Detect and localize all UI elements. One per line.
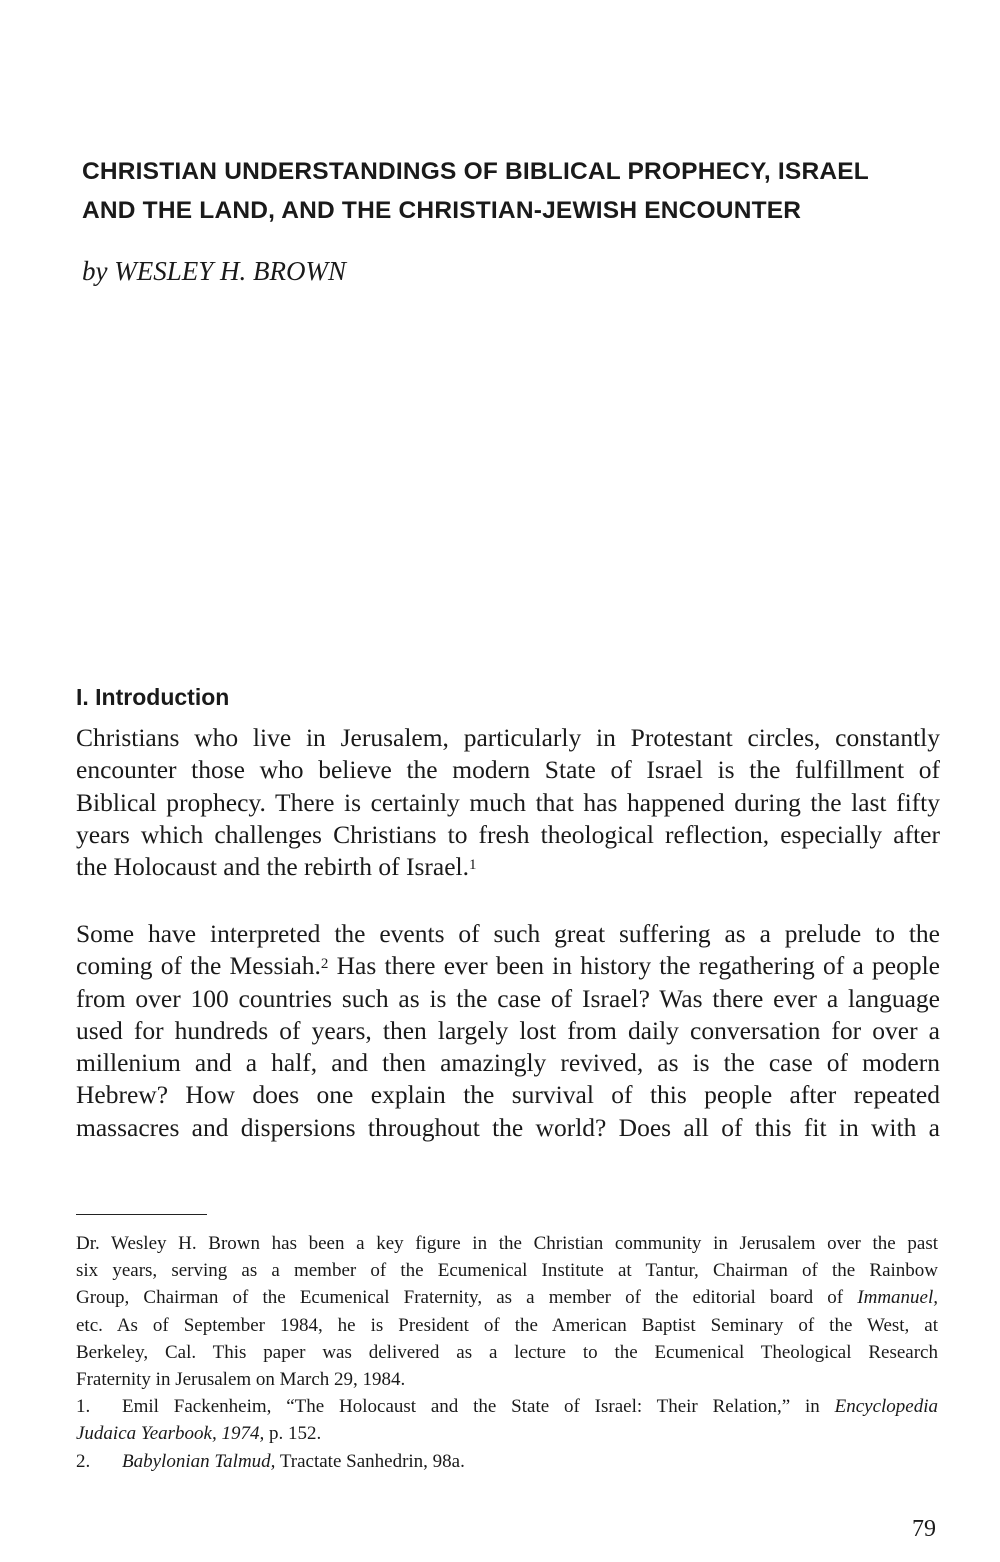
paragraph-2-line (76, 950, 940, 982)
author-note-line: etc. As of September 1984, he is President of the American Baptist Seminary of the West, at (76, 1314, 938, 1336)
footnote-1-line (76, 1393, 938, 1420)
author-note-line: Dr. Wesley H. Brown has been a key figure in the Christian community in Jerusalem over the past (76, 1233, 938, 1254)
paragraph-1-last-line (76, 851, 940, 883)
paragraph-2-line: massacres and dispersions throughout the world? Does all of this fit in with a (76, 1112, 940, 1142)
footnote-2-source: Babylonian Talmud, (122, 1450, 276, 1472)
author-note-line: Berkeley, Cal. This paper was delivered as a lecture to the Ecumenical Theological Research (76, 1341, 938, 1363)
footnote-1-number: 1. (76, 1396, 91, 1418)
article-title (82, 152, 942, 230)
footnote-2-line (76, 1448, 938, 1475)
paragraph-2-text: coming of the Messiah. (76, 951, 321, 981)
paragraph-1-line: Christians who live in Jerusalem, particularly in Protestant circles, constantly (76, 723, 940, 752)
paragraph-2-line: Some have interpreted the events of such great suffering as a prelude to the (76, 919, 940, 948)
paragraph-1-line: years which challenges Christians to fresh theological reflection, especially after (76, 819, 940, 849)
paragraph-2-text: Has there ever been in history the regathering of a people (328, 951, 940, 981)
footnote-2-number: 2. (76, 1450, 91, 1472)
author-note-text: Group, Chairman of the Ecumenical Fraternity, as a member of the editorial board of (76, 1287, 858, 1309)
footnotes (76, 1230, 938, 1475)
paragraph-2-line: used for hundreds of years, then largely lost from daily conversation for over a (76, 1015, 940, 1045)
paragraph-1-line: encounter those who believe the modern State of Israel is the fulfillment of (76, 755, 940, 785)
footnote-1-source-cont: Judaica Yearbook, 1974, (76, 1423, 265, 1445)
paragraph-1 (76, 722, 940, 883)
paragraph-1-line-text: the Holocaust and the rebirth of Israel. (76, 852, 469, 882)
author-note-line (76, 1284, 938, 1311)
author-note-line: Fraternity in Jerusalem on March 29, 1984. (76, 1369, 406, 1391)
paragraph-2 (76, 918, 940, 1144)
author-note-line: six years, serving as a member of the Ecumenical Institute at Tantur, Chairman of the Rainbow (76, 1260, 938, 1282)
footnote-1-page: p. 152. (264, 1423, 322, 1445)
section-heading: I. Introduction (76, 684, 230, 710)
footnote-ref-1: 1 (468, 857, 477, 874)
page-number: 79 (912, 1516, 936, 1542)
article-title-line-1: CHRISTIAN UNDERSTANDINGS OF BIBLICAL PROPHECY, ISRAEL (82, 158, 869, 185)
footnote-1-text: Emil Fackenheim, “The Holocaust and the State of Israel: Their Relation,” in (122, 1396, 835, 1418)
footnote-1-line (76, 1420, 938, 1447)
footnote-2-text: Tractate Sanhedrin, 98a. (275, 1450, 465, 1472)
article-title-line-2: AND THE LAND, AND THE CHRISTIAN-JEWISH ENCOUNTER (82, 197, 802, 224)
paragraph-2-line: Hebrew? How does one explain the survival of this people after repeated (76, 1080, 940, 1110)
paragraph-2-line: millenium and a half, and then amazingly revived, as is the case of modern (76, 1048, 940, 1078)
article-byline: by WESLEY H. BROWN (82, 256, 346, 286)
paragraph-1-line: Biblical prophecy. There is certainly much that has happened during the last fifty (76, 787, 940, 817)
footnote-separator (76, 1214, 207, 1215)
journal-name: Immanuel, (857, 1287, 938, 1309)
footnote-ref-2: 2 (320, 956, 329, 973)
paragraph-2-line: from over 100 countries such as is the case of Israel? Was there ever a language (76, 983, 940, 1013)
footnote-1-source: Encyclopedia (834, 1396, 938, 1418)
